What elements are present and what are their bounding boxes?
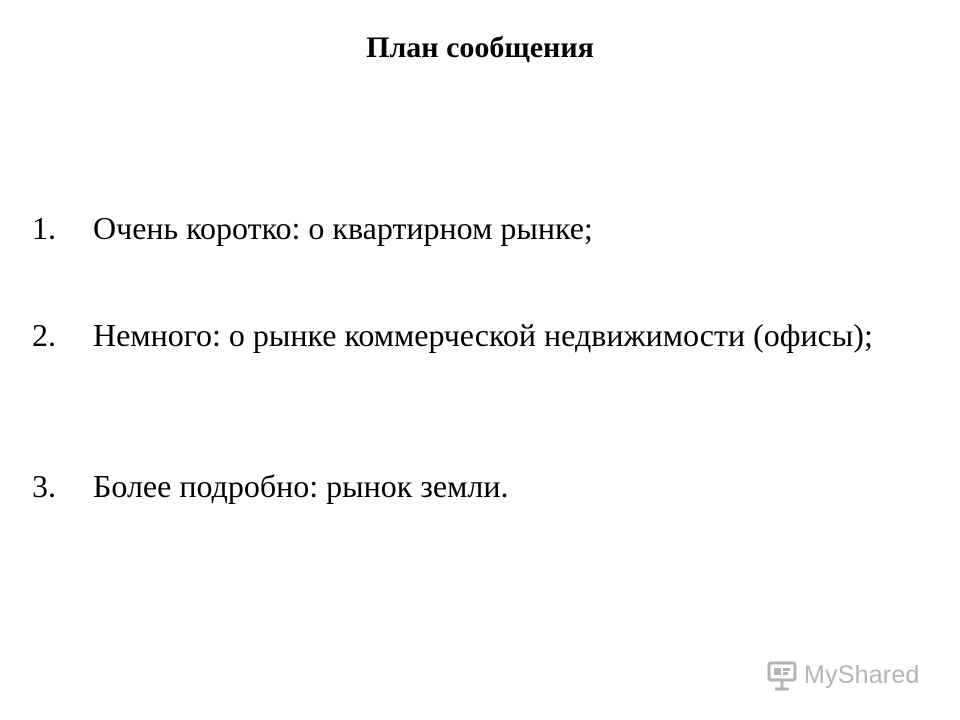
list-item-text: Более подробно: рынок земли. [93, 468, 509, 504]
list-item-number: 2. [32, 317, 56, 353]
list-item [32, 464, 912, 508]
slide-title: План сообщения [366, 31, 594, 64]
list-item-number: 1. [32, 210, 56, 246]
presentation-board-icon [766, 658, 800, 692]
list-item [32, 206, 912, 250]
watermark-logo [766, 655, 920, 695]
list-item-text: Немного: о рынке коммерческой недвижимости (офисы); [93, 317, 873, 353]
list-item [32, 313, 912, 357]
list-item-number: 3. [32, 468, 56, 504]
watermark-text: MyShared [804, 660, 920, 689]
list-item-text: Очень коротко: о квартирном рынке; [93, 210, 593, 246]
